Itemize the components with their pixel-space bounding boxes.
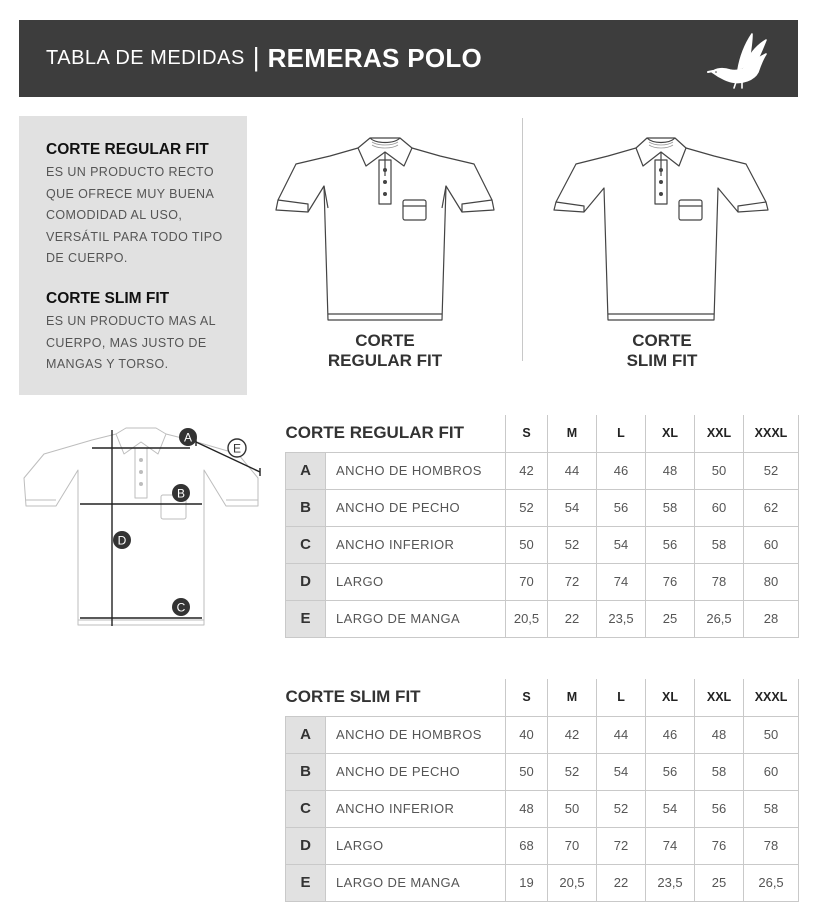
- row-letter: B: [286, 489, 326, 526]
- table-cell: 70: [548, 827, 597, 864]
- table-cell: 56: [646, 753, 695, 790]
- table-cell: 44: [548, 452, 597, 489]
- table-cell: 46: [646, 716, 695, 753]
- slim-table-title: CORTE SLIM FIT: [286, 679, 506, 716]
- table-cell: 48: [695, 716, 744, 753]
- regular-fit-heading: CORTE REGULAR FIT: [46, 141, 209, 158]
- svg-text:E: E: [232, 441, 242, 456]
- slim-fit-shirt-icon: [548, 130, 776, 328]
- row-measure-label: ANCHO INFERIOR: [326, 790, 506, 827]
- table-row: [286, 864, 799, 901]
- regular-fit-shirt-icon: [272, 130, 500, 328]
- table-cell: 52: [506, 489, 548, 526]
- row-measure-label: LARGO: [326, 563, 506, 600]
- table-row: [286, 563, 799, 600]
- table-cell: 72: [548, 563, 597, 600]
- table-cell: 25: [646, 600, 695, 637]
- regular-fit-shirt-label: CORTE REGULAR FIT: [327, 331, 443, 370]
- table-cell: 56: [695, 790, 744, 827]
- table-cell: 76: [646, 563, 695, 600]
- size-header-xxxl: XXXL: [744, 415, 799, 452]
- marker-e: [228, 439, 246, 457]
- slim-fit-description: ES UN PRODUCTO MAS AL CUERPO, MAS JUSTO DE MANGAS Y TORSO.: [46, 314, 216, 371]
- table-cell: 58: [646, 489, 695, 526]
- row-letter: C: [286, 790, 326, 827]
- row-letter: A: [286, 452, 326, 489]
- shirt-divider: [522, 118, 523, 361]
- table-header-row: [286, 415, 799, 452]
- size-header-xl: XL: [646, 679, 695, 716]
- table-cell: 40: [506, 716, 548, 753]
- table-cell: 60: [744, 526, 799, 563]
- table-cell: 28: [744, 600, 799, 637]
- table-cell: 52: [548, 753, 597, 790]
- slim-fit-size-table: [285, 679, 799, 902]
- table-row: [286, 452, 799, 489]
- page-title-light: TABLA DE MEDIDAS: [46, 47, 245, 69]
- table-cell: 42: [506, 452, 548, 489]
- table-cell: 26,5: [744, 864, 799, 901]
- table-cell: 52: [744, 452, 799, 489]
- table-cell: 74: [646, 827, 695, 864]
- table-cell: 54: [548, 489, 597, 526]
- table-cell: 62: [744, 489, 799, 526]
- size-header-xxl: XXL: [695, 679, 744, 716]
- table-cell: 20,5: [548, 864, 597, 901]
- table-cell: 50: [506, 753, 548, 790]
- row-letter: C: [286, 526, 326, 563]
- table-cell: 23,5: [646, 864, 695, 901]
- size-header-m: M: [548, 679, 597, 716]
- row-measure-label: ANCHO INFERIOR: [326, 526, 506, 563]
- table-cell: 56: [597, 489, 646, 526]
- table-row: [286, 790, 799, 827]
- regular-table-title: CORTE REGULAR FIT: [286, 415, 506, 452]
- table-cell: 22: [548, 600, 597, 637]
- table-cell: 78: [744, 827, 799, 864]
- slim-fit-heading: CORTE SLIM FIT: [46, 290, 170, 307]
- size-header-xxl: XXL: [695, 415, 744, 452]
- table-cell: 52: [597, 790, 646, 827]
- row-letter: A: [286, 716, 326, 753]
- table-cell: 25: [695, 864, 744, 901]
- table-cell: 42: [548, 716, 597, 753]
- row-measure-label: ANCHO DE HOMBROS: [326, 452, 506, 489]
- size-header-s: S: [506, 415, 548, 452]
- table-cell: 78: [695, 563, 744, 600]
- table-cell: 50: [506, 526, 548, 563]
- table-row: [286, 489, 799, 526]
- table-row: [286, 526, 799, 563]
- duck-logo-icon: [702, 28, 774, 90]
- table-cell: 58: [695, 526, 744, 563]
- row-measure-label: LARGO DE MANGA: [326, 600, 506, 637]
- size-header-s: S: [506, 679, 548, 716]
- table-cell: 76: [695, 827, 744, 864]
- marker-b: [172, 484, 190, 502]
- svg-text:D: D: [117, 533, 127, 548]
- row-letter: B: [286, 753, 326, 790]
- table-cell: 60: [695, 489, 744, 526]
- table-cell: 58: [744, 790, 799, 827]
- table-cell: 54: [597, 753, 646, 790]
- marker-c: [172, 598, 190, 616]
- size-header-l: L: [597, 679, 646, 716]
- table-cell: 50: [695, 452, 744, 489]
- table-cell: 44: [597, 716, 646, 753]
- title-separator: |: [252, 42, 260, 72]
- table-cell: 52: [548, 526, 597, 563]
- table-cell: 48: [506, 790, 548, 827]
- table-cell: 22: [597, 864, 646, 901]
- table-row: [286, 827, 799, 864]
- slim-fit-shirt-label: CORTE SLIM FIT: [626, 331, 698, 370]
- table-cell: 54: [646, 790, 695, 827]
- page-title: [46, 20, 482, 97]
- regular-fit-size-table: [285, 415, 799, 638]
- row-letter: D: [286, 563, 326, 600]
- table-cell: 72: [597, 827, 646, 864]
- table-cell: 58: [695, 753, 744, 790]
- table-row: [286, 716, 799, 753]
- row-measure-label: LARGO: [326, 827, 506, 864]
- size-header-xl: XL: [646, 415, 695, 452]
- table-cell: 50: [744, 716, 799, 753]
- table-cell: 54: [597, 526, 646, 563]
- page-title-bold: REMERAS POLO: [267, 43, 483, 73]
- header-banner: [19, 20, 798, 97]
- table-header-row: [286, 679, 799, 716]
- row-letter: E: [286, 600, 326, 637]
- size-header-l: L: [597, 415, 646, 452]
- row-letter: D: [286, 827, 326, 864]
- table-cell: 56: [646, 526, 695, 563]
- svg-text:B: B: [176, 486, 186, 501]
- marker-a: [179, 428, 197, 446]
- svg-text:A: A: [183, 430, 193, 445]
- table-cell: 60: [744, 753, 799, 790]
- measurement-diagram: [20, 420, 265, 635]
- table-cell: 48: [646, 452, 695, 489]
- table-cell: 80: [744, 563, 799, 600]
- table-cell: 46: [597, 452, 646, 489]
- table-row: [286, 753, 799, 790]
- table-cell: 26,5: [695, 600, 744, 637]
- table-cell: 74: [597, 563, 646, 600]
- size-header-m: M: [548, 415, 597, 452]
- table-cell: 50: [548, 790, 597, 827]
- table-cell: 23,5: [597, 600, 646, 637]
- row-measure-label: ANCHO DE HOMBROS: [326, 716, 506, 753]
- row-measure-label: ANCHO DE PECHO: [326, 489, 506, 526]
- fit-description-panel: [19, 116, 247, 395]
- svg-text:C: C: [176, 600, 186, 615]
- table-cell: 19: [506, 864, 548, 901]
- row-letter: E: [286, 864, 326, 901]
- table-cell: 68: [506, 827, 548, 864]
- table-cell: 20,5: [506, 600, 548, 637]
- row-measure-label: LARGO DE MANGA: [326, 864, 506, 901]
- size-header-xxxl: XXXL: [744, 679, 799, 716]
- row-measure-label: ANCHO DE PECHO: [326, 753, 506, 790]
- regular-fit-description: ES UN PRODUCTO RECTO QUE OFRECE MUY BUENA COMODIDAD AL USO, VERSÁTIL PARA TODO TIPO DE CUERPO.: [46, 165, 223, 265]
- table-row: [286, 600, 799, 637]
- marker-d: [113, 531, 131, 549]
- table-cell: 70: [506, 563, 548, 600]
